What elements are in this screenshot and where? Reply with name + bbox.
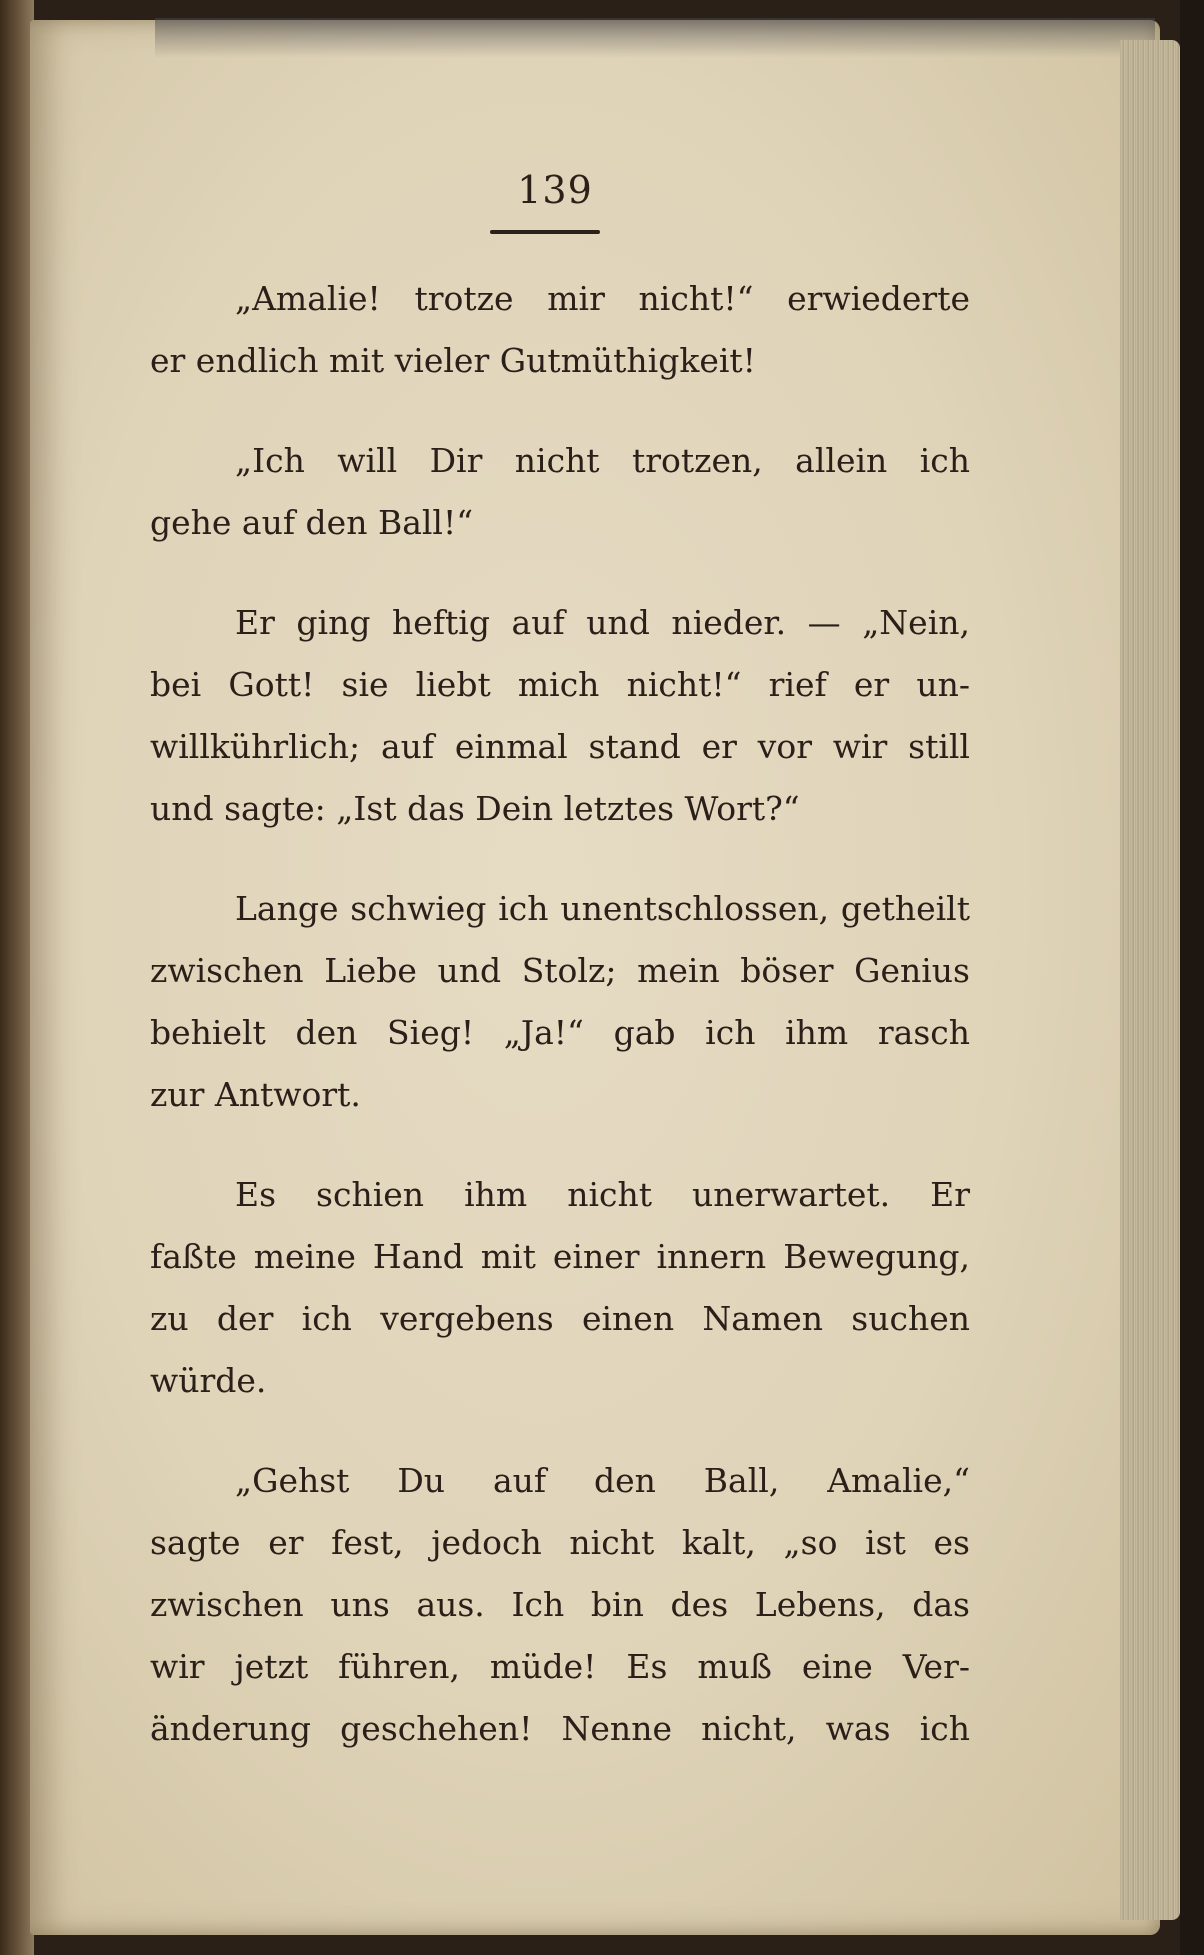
paragraph <box>150 430 970 554</box>
page-top-shadow <box>155 18 1155 58</box>
text-line: bei Gott! sie liebt mich nicht!“ rief er un- <box>150 665 970 704</box>
text-line: würde. <box>150 1361 267 1400</box>
page-fore-edge <box>1120 40 1180 1920</box>
text-line: Es schien ihm nicht unerwartet. Er <box>235 1175 970 1214</box>
body-text <box>150 268 970 1798</box>
text-line: änderung geschehen! Nenne nicht, was ich <box>150 1709 970 1748</box>
text-line: „Ich will Dir nicht trotzen, allein ich <box>235 441 970 480</box>
paragraph <box>150 592 970 840</box>
paragraph <box>150 1450 970 1760</box>
book-cover-edge <box>1180 0 1204 1955</box>
text-line: zu der ich vergebens einen Namen suchen <box>150 1299 970 1338</box>
text-line: willkührlich; auf einmal stand er vor wir still <box>150 727 970 766</box>
text-line: behielt den Sieg! „Ja!“ gab ich ihm rasch <box>150 1013 970 1052</box>
text-line: er endlich mit vieler Gutmüthigkeit! <box>150 341 756 380</box>
page-number: 139 <box>517 168 593 212</box>
paragraph <box>150 878 970 1126</box>
text-line: „Gehst Du auf den Ball, Amalie,“ <box>235 1461 970 1500</box>
text-line: und sagte: „Ist das Dein letztes Wort?“ <box>150 789 800 828</box>
text-line: gehe auf den Ball!“ <box>150 503 474 542</box>
text-line: faßte meine Hand mit einer innern Bewegung, <box>150 1237 970 1276</box>
text-line: wir jetzt führen, müde! Es muß eine Ver- <box>150 1647 970 1686</box>
text-line: zur Antwort. <box>150 1075 361 1114</box>
text-line: Lange schwieg ich unentschlossen, getheilt <box>235 889 970 928</box>
text-line: „Amalie! trotze mir nicht!“ erwiederte <box>235 279 970 318</box>
paragraph <box>150 268 970 392</box>
text-line: zwischen Liebe und Stolz; mein böser Genius <box>150 951 970 990</box>
text-line: zwischen uns aus. Ich bin des Lebens, das <box>150 1585 970 1624</box>
book-spine-left <box>0 0 34 1955</box>
page-number-rule <box>490 230 600 234</box>
paragraph <box>150 1164 970 1412</box>
text-line: Er ging heftig auf und nieder. — „Nein, <box>235 603 970 642</box>
text-line: sagte er fest, jedoch nicht kalt, „so ist es <box>150 1523 970 1562</box>
